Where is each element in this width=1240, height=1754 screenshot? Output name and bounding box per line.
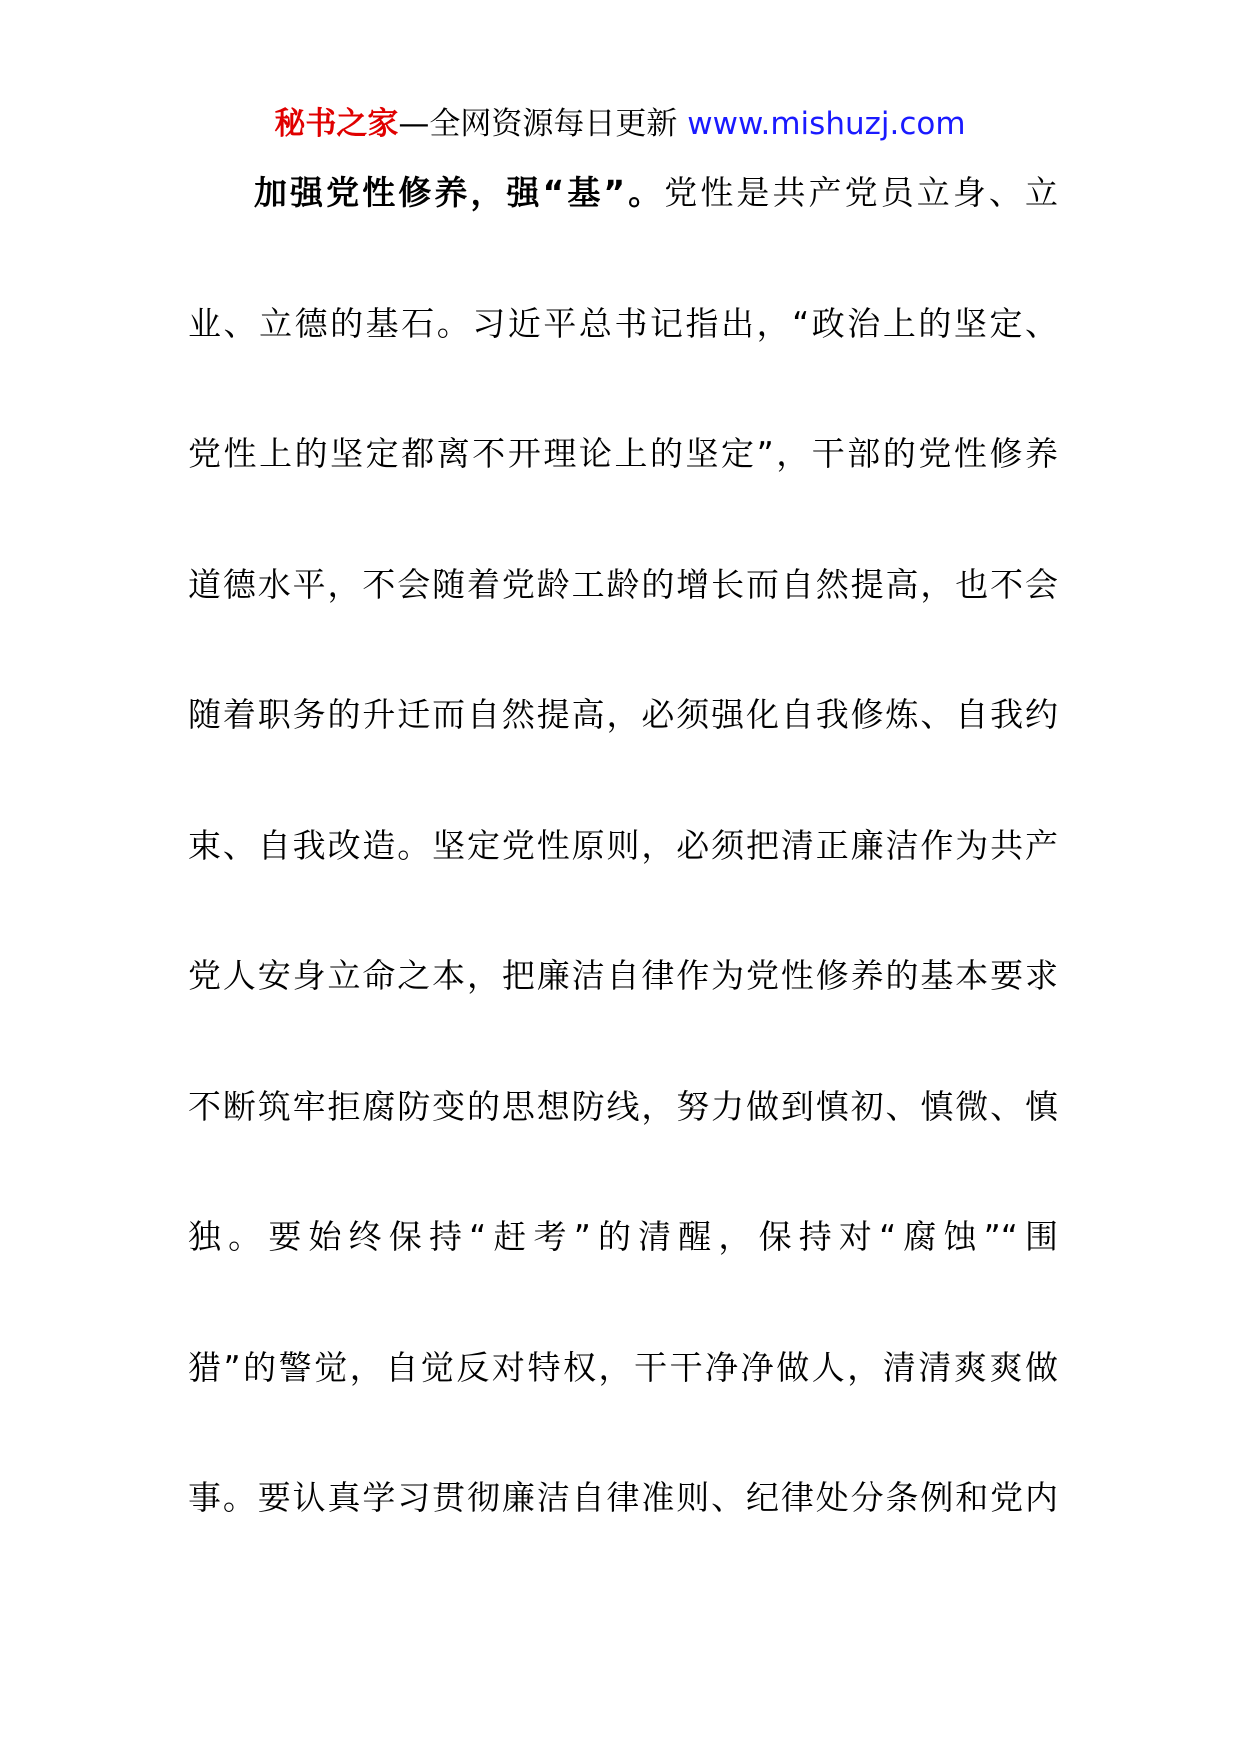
paragraph-line: 业、立德的基石。习近平总书记指出，“政治上的坚定、 <box>188 303 1058 343</box>
paragraph-lead-heading: 加强党性修养，强“基”。 <box>254 173 665 212</box>
paragraph-line: 道德水平，不会随着党龄工龄的增长而自然提高，也不会 <box>188 564 1058 604</box>
paragraph-line: 束、自我改造。坚定党性原则，必须把清正廉洁作为共产 <box>188 825 1058 865</box>
paragraph-line <box>188 159 1058 290</box>
paragraph-line: 随着职务的升迁而自然提高，必须强化自我修炼、自我约 <box>188 695 1058 734</box>
paragraph-line-text: 党性是共产党员立身、立 <box>664 173 1058 212</box>
paragraph-line: 党性上的坚定都离不开理论上的坚定”，干部的党性修养 <box>188 434 1058 473</box>
page-header <box>0 100 1240 148</box>
site-brand: 秘书之家 <box>274 106 399 142</box>
paragraph-line: 独。要始终保持“赶考”的清醒，保持对“腐蚀”“围 <box>188 1217 1058 1256</box>
site-slogan: —全网资源每日更新 <box>398 106 688 142</box>
site-url-link[interactable]: www.mishuzj.com <box>687 106 966 142</box>
paragraph-line: 猎”的警觉，自觉反对特权，干干净净做人，清清爽爽做 <box>188 1347 1058 1387</box>
paragraph-line: 不断筑牢拒腐防变的思想防线，努力做到慎初、慎微、慎 <box>188 1086 1058 1126</box>
paragraph-line: 事。要认真学习贯彻廉洁自律准则、纪律处分条例和党内 <box>188 1478 1058 1517</box>
paragraph-line: 党人安身立命之本，把廉洁自律作为党性修养的基本要求 <box>188 956 1058 995</box>
document-paragraph <box>188 159 1058 1595</box>
